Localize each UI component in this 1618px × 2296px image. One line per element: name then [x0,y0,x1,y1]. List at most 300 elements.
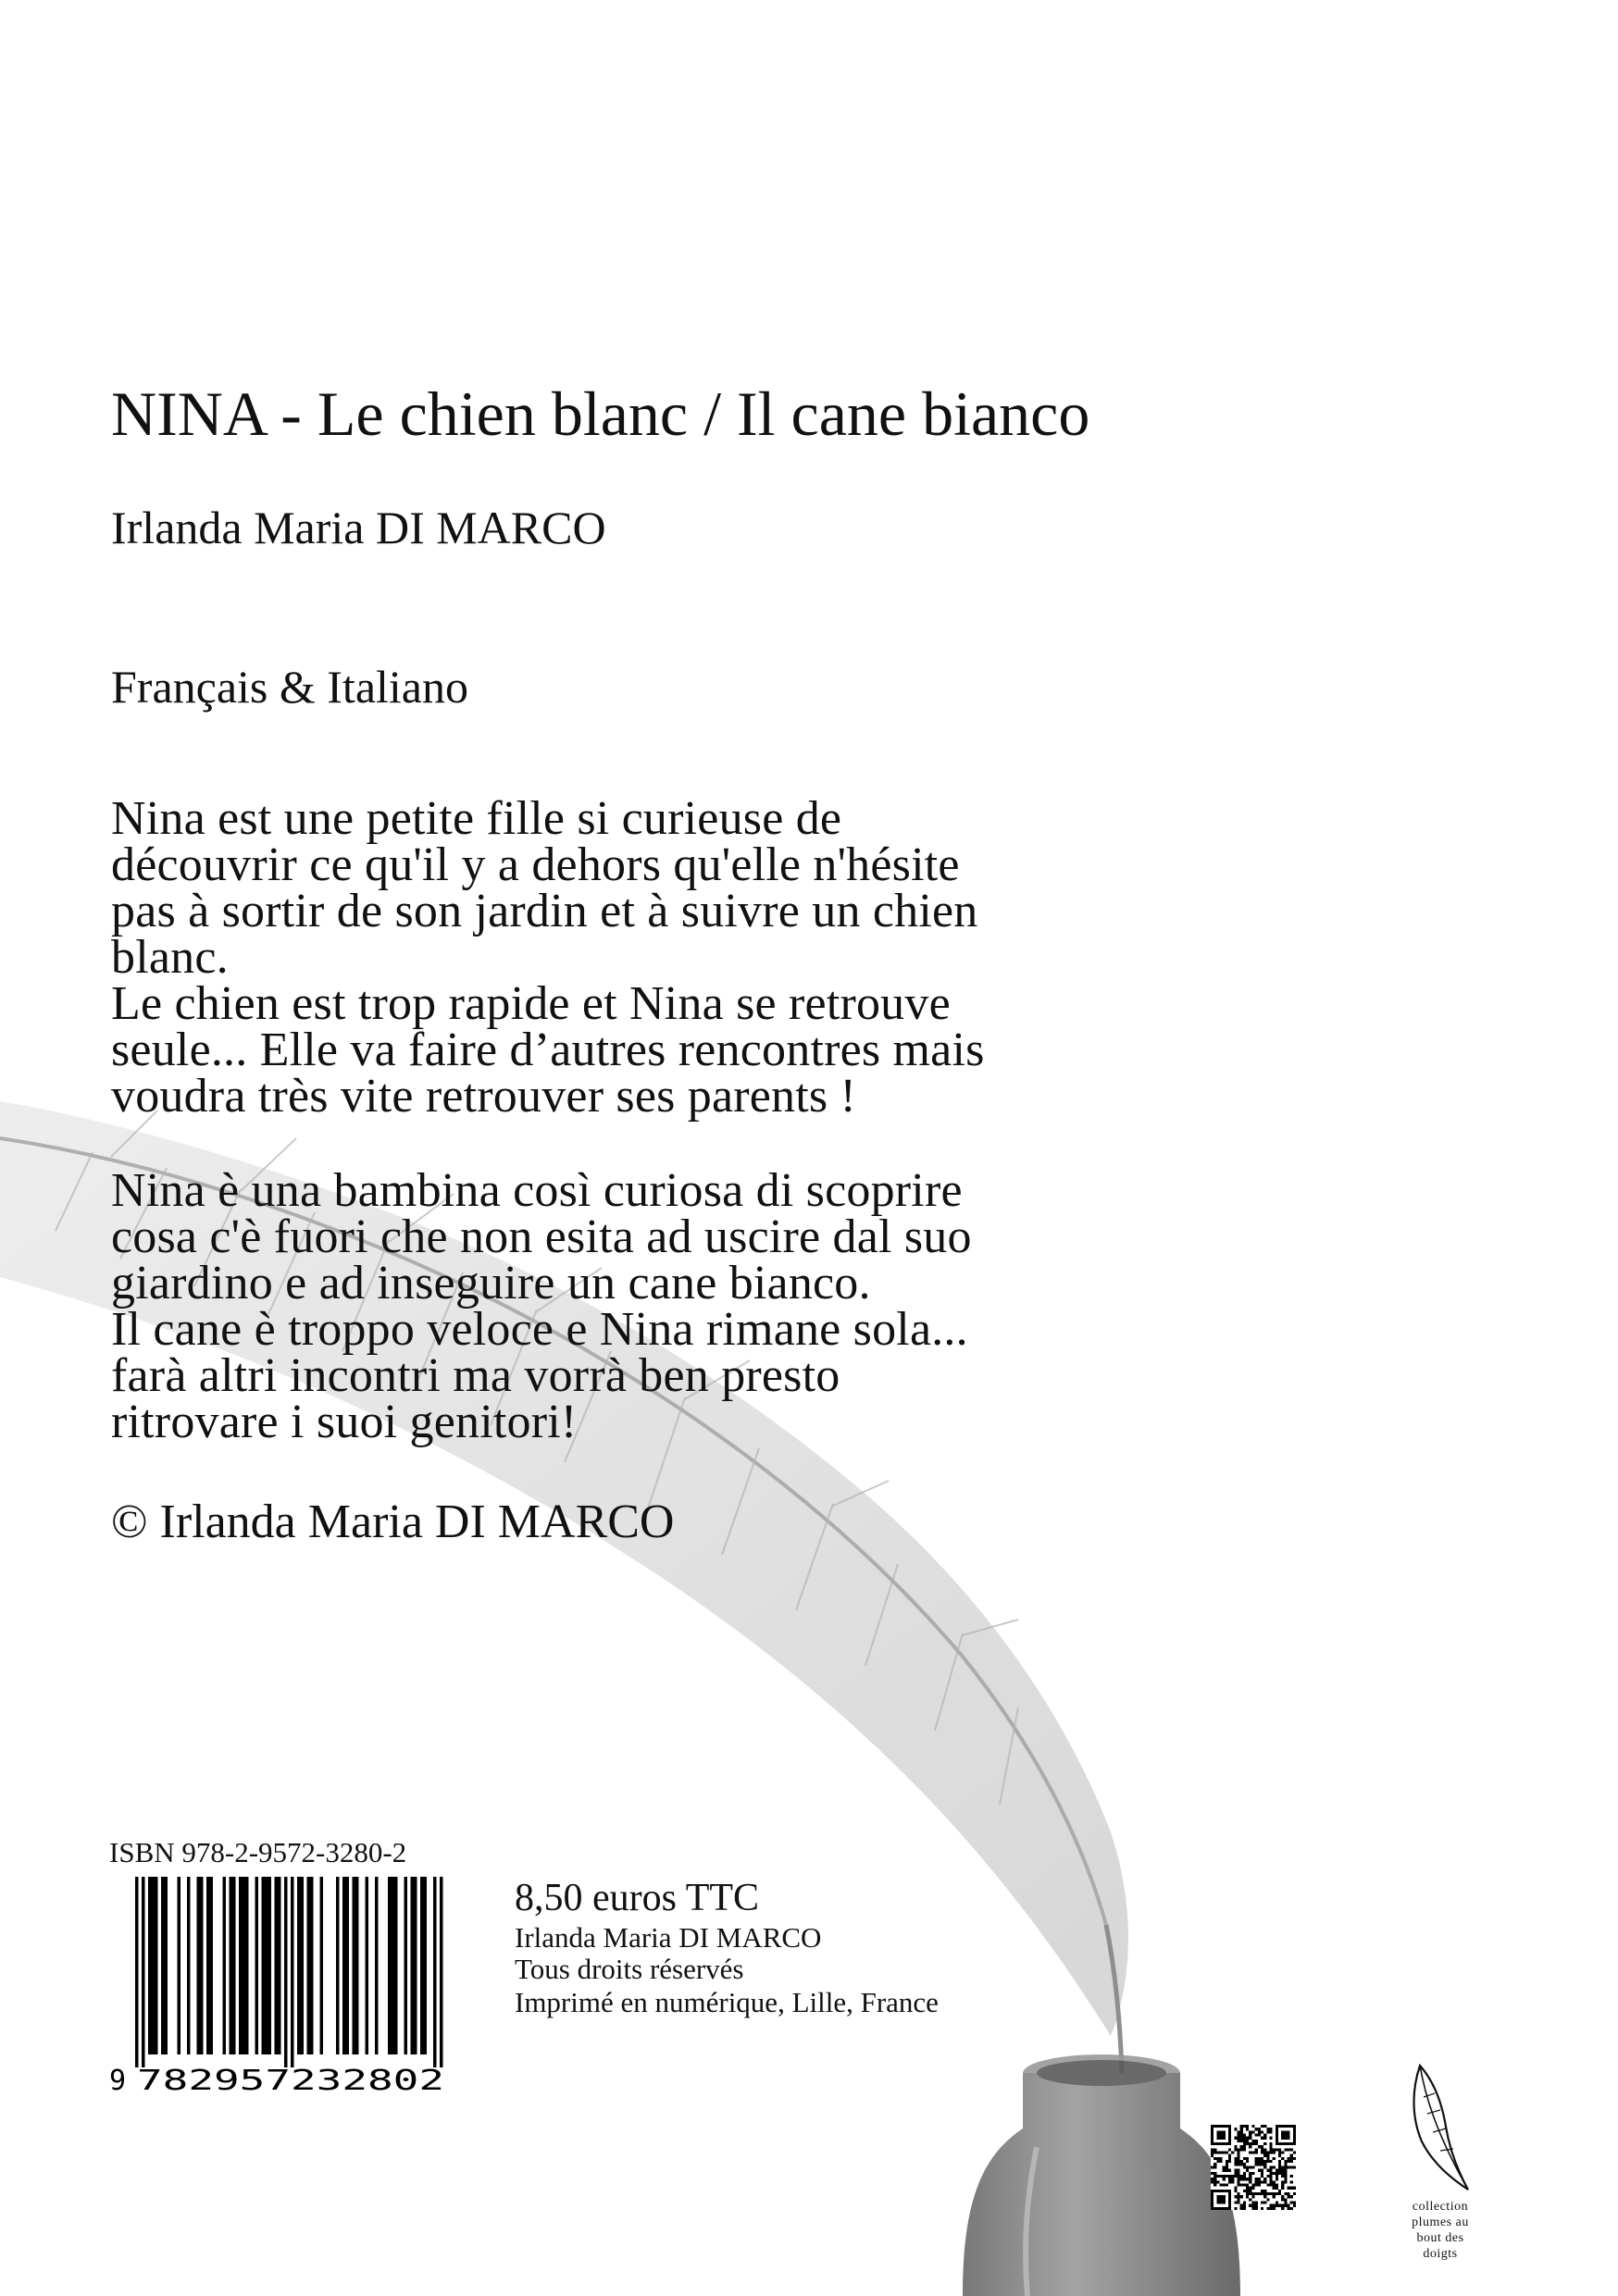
qr-module [1263,2142,1266,2145]
qr-module [1243,2204,1246,2207]
qr-module [1228,2178,1231,2180]
qr-module [1226,2175,1228,2178]
qr-module [1273,2180,1276,2183]
qr-module [1251,2207,1254,2210]
qr-module [1276,2201,1278,2203]
qr-module [1238,2130,1240,2133]
qr-module [1281,2157,1284,2160]
qr-module [1293,2201,1296,2203]
qr-module [1261,2152,1263,2154]
qr-module [1273,2195,1276,2198]
qr-module [1243,2148,1246,2151]
qr-module [1246,2142,1249,2145]
qr-module [1240,2140,1243,2142]
qr-code-icon[interactable] [1211,2125,1296,2210]
printing-info: Imprimé en numérique, Lille, France [515,1986,939,2018]
qr-module [1284,2204,1287,2207]
qr-module [1261,2169,1263,2172]
qr-module [1249,2190,1251,2192]
qr-module [1246,2137,1249,2140]
qr-module [1243,2145,1246,2148]
qr-module [1246,2160,1249,2163]
qr-module [1278,2172,1281,2175]
qr-module [1238,2140,1240,2142]
description-line: pas à sortir de son jardin et à suivre un chien [111,885,978,937]
qr-module [1234,2157,1237,2160]
qr-module [1234,2169,1237,2172]
qr-module [1223,2175,1226,2178]
qr-module [1223,2178,1226,2180]
qr-module [1290,2154,1293,2157]
qr-finder [1216,2195,1226,2204]
qr-module [1276,2172,1278,2175]
qr-module [1249,2172,1251,2175]
qr-module [1240,2175,1243,2178]
qr-module [1214,2157,1216,2160]
qr-module [1269,2175,1272,2178]
qr-module [1269,2183,1272,2186]
qr-module [1276,2187,1278,2190]
qr-module [1287,2148,1289,2151]
qr-module [1234,2187,1237,2190]
qr-module [1255,2140,1258,2142]
qr-module [1284,2175,1287,2178]
barcode-bar [148,1877,152,2054]
qr-module [1228,2154,1231,2157]
isbn-label: ISBN 978-2-9572-3280-2 [109,1836,407,1868]
qr-module [1263,2148,1266,2151]
qr-module [1249,2178,1251,2180]
qr-module [1258,2134,1261,2137]
qr-module [1251,2125,1254,2128]
qr-module [1276,2192,1278,2195]
qr-module [1214,2166,1216,2168]
qr-module [1228,2175,1231,2178]
description-line: cosa c'è fuori che non esita ad uscire dal suo [111,1210,972,1263]
qr-module [1263,2160,1266,2163]
qr-module [1261,2163,1263,2166]
description-line: Il cane è troppo veloce e Nina rimane sola... [111,1303,968,1356]
qr-module [1231,2180,1234,2183]
qr-module [1269,2145,1272,2148]
barcode-bar [375,1877,379,2054]
qr-module [1269,2128,1272,2130]
qr-module [1273,2157,1276,2160]
qr-module [1269,2160,1272,2163]
qr-module [1276,2148,1278,2151]
qr-module [1281,2180,1284,2183]
qr-module [1249,2166,1251,2168]
barcode-bar [265,1877,268,2054]
qr-module [1249,2175,1251,2178]
barcode-bar [255,1877,259,2054]
qr-module [1243,2207,1246,2210]
qr-module [1284,2180,1287,2183]
qr-module [1261,2207,1263,2210]
qr-module [1284,2169,1287,2172]
qr-module [1240,2145,1243,2148]
description-line: ritrovare i suoi genitori! [111,1396,578,1448]
qr-module [1281,2183,1284,2186]
qr-module [1269,2130,1272,2133]
barcode-bar [433,1877,437,2067]
qr-module [1246,2187,1249,2190]
barcode-bar [232,1877,236,2054]
qr-finder [1228,2125,1231,2145]
description-french [111,792,1222,1123]
qr-module [1228,2148,1231,2151]
qr-module [1255,2148,1258,2151]
qr-module [1214,2148,1216,2151]
qr-module [1238,2192,1240,2195]
barcode-bar [197,1877,201,2054]
qr-module [1246,2125,1249,2128]
qr-module [1281,2166,1284,2168]
qr-module [1226,2166,1228,2168]
qr-module [1273,2166,1276,2168]
qr-module [1240,2137,1243,2140]
qr-module [1290,2166,1293,2168]
qr-module [1273,2183,1276,2186]
qr-module [1243,2166,1246,2168]
collection-name-line: doigts [1423,2247,1458,2261]
qr-module [1234,2160,1237,2163]
qr-module [1263,2166,1266,2168]
qr-module [1281,2175,1284,2178]
qr-module [1269,2152,1272,2154]
qr-module [1238,2134,1240,2137]
qr-module [1220,2183,1223,2186]
description-line: Le chien est trop rapide et Nina se retrouve [111,977,951,1030]
qr-module [1246,2178,1249,2180]
description-line: seule... Elle va faire d’autres rencontres mais [111,1024,985,1076]
qr-module [1220,2160,1223,2163]
qr-module [1240,2130,1243,2133]
qr-module [1258,2178,1261,2180]
qr-module [1293,2166,1296,2168]
qr-module [1234,2207,1237,2210]
qr-module [1276,2178,1278,2180]
barcode-bar [178,1877,181,2054]
barcode-bar [135,1877,139,2067]
qr-module [1251,2201,1254,2203]
qr-module [1240,2148,1243,2151]
qr-module [1266,2169,1269,2172]
qr-module [1269,2137,1272,2140]
qr-module [1263,2125,1266,2128]
collection-name-line: bout des [1416,2231,1464,2245]
qr-module [1287,2160,1289,2163]
barcode-bar [392,1877,395,2054]
qr-module [1255,2178,1258,2180]
qr-module [1293,2204,1296,2207]
qr-module [1243,2178,1246,2180]
qr-module [1243,2175,1246,2178]
qr-module [1290,2207,1293,2210]
qr-module [1238,2163,1240,2166]
qr-module [1269,2166,1272,2168]
book-title: NINA - Le chien blanc / Il cane bianco [111,379,1090,449]
barcode-bar [336,1877,340,2054]
qr-module [1261,2160,1263,2163]
qr-module [1284,2148,1287,2151]
qr-module [1258,2163,1261,2166]
qr-module [1214,2183,1216,2186]
qr-module [1278,2192,1281,2195]
qr-finder [1211,2190,1231,2192]
qr-module [1258,2183,1261,2186]
qr-module [1287,2192,1289,2195]
inkwell-drawing [963,2054,1240,2296]
qr-module [1238,2157,1240,2160]
qr-module [1243,2183,1246,2186]
qr-module [1255,2128,1258,2130]
qr-module [1287,2187,1289,2190]
qr-module [1269,2204,1272,2207]
qr-module [1228,2169,1231,2172]
qr-module [1238,2183,1240,2186]
qr-module [1258,2145,1261,2148]
qr-module [1266,2160,1269,2163]
qr-module [1238,2198,1240,2201]
qr-module [1249,2152,1251,2154]
qr-module [1263,2137,1266,2140]
qr-module [1243,2190,1246,2192]
barcode-bar [297,1877,301,2054]
barcode-bar [187,1877,191,2054]
qr-module [1251,2187,1254,2190]
qr-module [1240,2204,1243,2207]
qr-module [1211,2152,1214,2154]
qr-module [1249,2130,1251,2133]
qr-module [1249,2204,1251,2207]
qr-module [1263,2192,1266,2195]
barcode-bar [320,1877,324,2054]
qr-module [1240,2160,1243,2163]
barcode-bar [307,1877,311,2054]
qr-module [1216,2157,1219,2160]
qr-module [1284,2166,1287,2168]
qr-module [1249,2187,1251,2190]
barcode-bar [353,1877,356,2054]
collection-logo [1394,2060,1496,2269]
barcode-bar [230,1877,233,2054]
qr-module [1293,2157,1296,2160]
qr-module [1278,2163,1281,2166]
qr-module [1214,2180,1216,2183]
qr-module [1226,2152,1228,2154]
qr-module [1255,2201,1258,2203]
barcode-bar [152,1877,156,2054]
qr-module [1287,2166,1289,2168]
qr-module [1246,2157,1249,2160]
qr-module [1249,2180,1251,2183]
qr-module [1263,2180,1266,2183]
qr-module [1258,2160,1261,2163]
qr-module [1234,2195,1237,2198]
barcode-bar [355,1877,359,2054]
qr-module [1263,2154,1266,2157]
qr-module [1240,2125,1243,2128]
qr-module [1263,2195,1266,2198]
qr-module [1214,2175,1216,2178]
qr-module [1220,2175,1223,2178]
qr-module [1255,2207,1258,2210]
qr-module [1273,2152,1276,2154]
qr-module [1251,2130,1254,2133]
qr-module [1251,2204,1254,2207]
qr-module [1261,2180,1263,2183]
barcode-bar [291,1877,294,2067]
qr-module [1290,2160,1293,2163]
qr-module [1238,2180,1240,2183]
qr-finder [1228,2190,1231,2210]
qr-finder [1276,2125,1278,2145]
qr-module [1281,2204,1284,2207]
qr-module [1284,2160,1287,2163]
qr-module [1263,2163,1266,2166]
qr-module [1211,2172,1214,2175]
qr-module [1238,2169,1240,2172]
barcode-bar [245,1877,249,2054]
qr-module [1249,2192,1251,2195]
qr-module [1226,2160,1228,2163]
qr-module [1238,2152,1240,2154]
qr-module [1246,2140,1249,2142]
qr-module [1281,2169,1284,2172]
qr-module [1243,2163,1246,2166]
qr-module [1255,2142,1258,2145]
qr-module [1251,2140,1254,2142]
qr-module [1249,2198,1251,2201]
qr-module [1290,2187,1293,2190]
qr-module [1255,2134,1258,2137]
qr-module [1249,2142,1251,2145]
description-line: Nina è una bambina così curiosa di scoprire [111,1164,963,1217]
qr-module [1243,2134,1246,2137]
qr-module [1278,2190,1281,2192]
qr-module [1258,2128,1261,2130]
qr-module [1261,2137,1263,2140]
barcode-bar [411,1877,415,2054]
qr-module [1281,2152,1284,2154]
qr-module [1214,2178,1216,2180]
qr-finder [1276,2125,1296,2128]
qr-module [1240,2163,1243,2166]
qr-module [1255,2157,1258,2160]
qr-module [1216,2160,1219,2163]
qr-module [1266,2198,1269,2201]
qr-module [1290,2148,1293,2151]
rights-notice: Tous droits réservés [515,1953,744,1985]
qr-module [1269,2180,1272,2183]
qr-module [1269,2142,1272,2145]
qr-finder [1293,2125,1296,2145]
qr-module [1269,2172,1272,2175]
price: 8,50 euros TTC [515,1877,760,1919]
barcode-bar [394,1877,398,2054]
barcode-bar [243,1877,246,2054]
qr-module [1246,2128,1249,2130]
barcode-bar [239,1877,243,2054]
qr-module [1273,2207,1276,2210]
qr-module [1251,2192,1254,2195]
qr-module [1214,2152,1216,2154]
qr-module [1228,2160,1231,2163]
qr-module [1266,2207,1269,2210]
qr-module [1251,2142,1254,2145]
qr-module [1246,2166,1249,2168]
qr-module [1240,2178,1243,2180]
qr-module [1226,2169,1228,2172]
qr-module [1249,2145,1251,2148]
qr-module [1276,2175,1278,2178]
qr-module [1240,2183,1243,2186]
qr-module [1240,2195,1243,2198]
qr-module [1238,2137,1240,2140]
qr-module [1216,2152,1219,2154]
qr-module [1249,2137,1251,2140]
qr-module [1255,2160,1258,2163]
qr-module [1273,2187,1276,2190]
barcode-bar [275,1877,279,2054]
qr-module [1263,2201,1266,2203]
barcode-bar [165,1877,168,2054]
qr-module [1258,2169,1261,2172]
qr-module [1263,2178,1266,2180]
qr-module [1234,2137,1237,2140]
qr-module [1284,2172,1287,2175]
qr-module [1211,2166,1214,2168]
qr-finder [1211,2190,1214,2210]
qr-module [1231,2152,1234,2154]
qr-module [1276,2204,1278,2207]
qr-module [1238,2172,1240,2175]
qr-module [1261,2148,1263,2151]
qr-module [1223,2169,1226,2172]
qr-module [1238,2178,1240,2180]
qr-module [1216,2175,1219,2178]
qr-module [1246,2190,1249,2192]
barcode-bar [342,1877,346,2054]
qr-module [1220,2157,1223,2160]
qr-module [1243,2172,1246,2175]
barcode-bar [284,1877,288,2067]
description-line: découvrir ce qu'il y a dehors qu'elle n'hésite [111,838,960,891]
qr-module [1287,2157,1289,2160]
barcode-bar [278,1877,281,2054]
barcode-digits-first: 9 [109,2065,127,2095]
qr-module [1216,2180,1219,2183]
qr-module [1234,2148,1237,2151]
qr-module [1278,2160,1281,2163]
description-line: giardino e ad inseguire un cane bianco. [111,1257,871,1309]
qr-module [1251,2172,1254,2175]
qr-module [1211,2154,1214,2157]
qr-module [1238,2160,1240,2163]
copyright-notice: © Irlanda Maria DI MARCO [111,1496,675,1548]
barcode-bar [346,1877,350,2054]
qr-module [1281,2207,1284,2210]
qr-module [1266,2154,1269,2157]
barcode-bar [388,1877,392,2054]
barcode-bar [414,1877,417,2054]
qr-module [1261,2172,1263,2175]
qr-module [1290,2201,1293,2203]
description-line: voudra très vite retrouver ses parents ! [111,1070,857,1123]
qr-module [1281,2172,1284,2175]
qr-module [1281,2187,1284,2190]
